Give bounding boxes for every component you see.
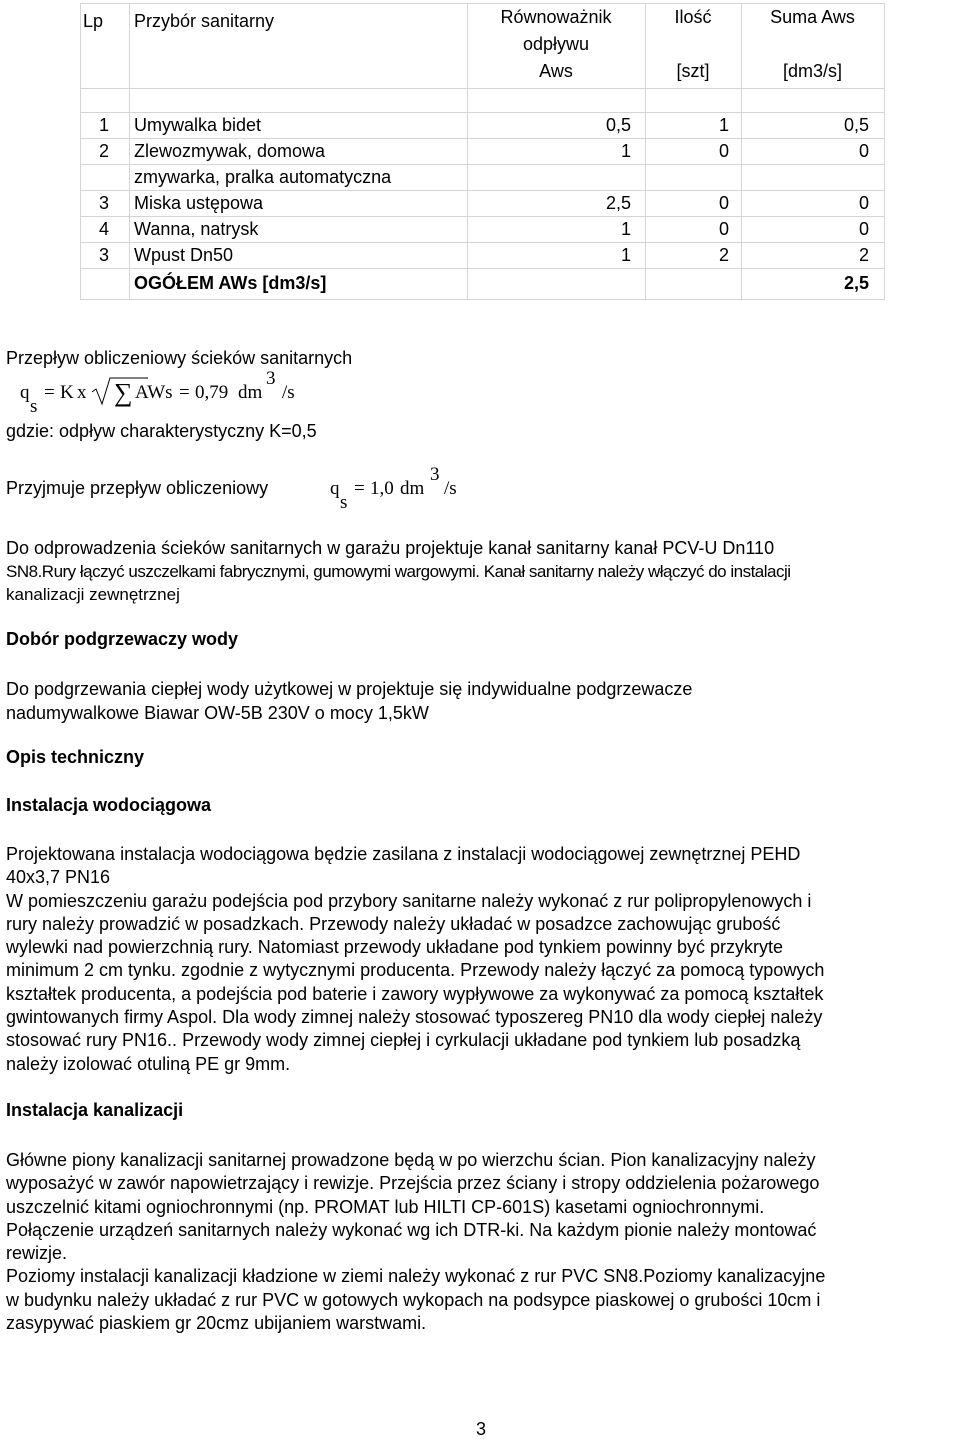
paragraph-sewer: Główne piony kanalizacji sanitarnej prowadzone będą w po wierzchu ścian. Pion kanalizacyjny należy wyposażyć w zawór napowietrzający i rewizje. Przejścia przez ściany i stropy oddzielenia pożarowego uszczelnić kitami ogniochronnymi (np. PROMAT lub HILTI CP-601S) kasetami ogniochronnymi. Połączenie urządzeń sanitarnych należy wykonać wg ich DTR-ki. Na każdym pionie należy montować rewizje. Poziomy instalacji kanalizacji kładzione w ziemi należy wykonać z rur PVC SN8.Poziomy kanalizacyjne w budynku należy układać z rur PVC w gotowych wykopach na podsypce piaskowej o grubości 10cm i zasypywać piaskiem gr 20cmz ubijaniem warstwami. xyxy=(6,1150,826,1334)
header-qty-1: Ilość xyxy=(674,7,712,27)
row-qty: 0 xyxy=(718,219,729,239)
paragraph-heaters: Do podgrzewania ciepłej wody użytkowej w projektuje się indywidualne podgrzewacze nadumywalkowe Biawar OW-5B 230V o mocy 1,5kW xyxy=(6,679,693,723)
row-aws: 1 xyxy=(620,245,631,265)
row-lp: 3 xyxy=(99,245,110,265)
row-qty: 0 xyxy=(718,193,729,213)
row-sum: 0 xyxy=(858,141,869,161)
header-equiv-3: Aws xyxy=(539,61,573,81)
row-name: Wpust Dn50 xyxy=(134,245,234,265)
paragraph-water: Projektowana instalacja wodociągowa będzie zasilana z instalacji wodociągowej zewnętrznej PEHD 40x3,7 PN16 W pomieszczeniu garażu podejścia pod przybory sanitarne należy wykonać z rur polipropylenowych i rury należy prowadzić w posadzkach. Przewody należy układać w posadzce zachowując grubość wylewki nad powierzchnią rury. Natomiast przewody układane pod tynkiem powinny być przykryte minimum 2 cm tynku. zgodnie z wytycznymi producenta. Przewody należy łączyć za pomocą typowych kształtek producenta, a podejścia pod baterie i zawory wypływowe za wykonywać za pomocą kształtek gwintowanych firmy Aspol. Dla wody zimnej należy stosować typoszereg PN10 dla wody ciepłej należy stosować rury PN16.. Przewody wody zimnej ciepłej i cyrkulacji układane pod tynkiem lub posadzką należy izolować otuliną PE gr 9mm. xyxy=(6,844,825,1074)
row-qty: 0 xyxy=(718,141,729,161)
header-sum-1: Suma Aws xyxy=(770,7,855,27)
row-sum: 0,5 xyxy=(843,115,869,135)
heading-heaters: Dobór podgrzewaczy wody xyxy=(6,629,239,649)
sigma-sign: ∑ xyxy=(114,378,133,407)
row-aws: 0,5 xyxy=(605,115,631,135)
header-qty-3: [szt] xyxy=(676,61,710,81)
heading-technical: Opis techniczny xyxy=(6,747,145,767)
row-name: Wanna, natrysk xyxy=(134,219,259,239)
row-lp: 3 xyxy=(99,193,110,213)
page-number: 3 xyxy=(476,1419,487,1439)
row-name: Zlewozmywak, domowa xyxy=(134,141,326,161)
row-aws: 2,5 xyxy=(605,193,631,213)
header-sum-3: [dm3/s] xyxy=(782,61,843,81)
row-sum: 2 xyxy=(858,245,869,265)
header-equiv-2: odpływu xyxy=(522,34,590,54)
heading-water: Instalacja wodociągowa xyxy=(6,795,212,815)
row-sum: 0 xyxy=(858,219,869,239)
calc-where: gdzie: odpływ charakterystyczny K=0,5 xyxy=(6,421,317,441)
header-lp: Lp xyxy=(83,11,104,31)
row-aws: 1 xyxy=(620,219,631,239)
paragraph-garage-sewer: Do odprowadzenia ścieków sanitarnych w garażu projektuje kanał sanitarny kanał PCV-U Dn110 SN8.Rury łączyć uszczelkami fabrycznymi, gumowymi wargowymi. Kanał sanitarny należy włączyć do instalacji kanalizacji zewnętrznej xyxy=(6,538,791,604)
formula-flow: q s = K x ∑ AWs = 0,79 dm 3 /s xyxy=(20,368,295,417)
formula-accepted: q s = 1,0 dm 3 /s xyxy=(330,464,457,513)
calc-heading: Przepływ obliczeniowy ścieków sanitarnych xyxy=(6,348,353,368)
heading-sewer: Instalacja kanalizacji xyxy=(6,1100,184,1120)
header-equiv-1: Równoważnik xyxy=(500,7,612,27)
row-name: Miska ustępowa xyxy=(134,193,264,213)
row-lp: 1 xyxy=(99,115,110,135)
accept-label: Przyjmuje przepływ obliczeniowy xyxy=(6,478,269,498)
row-name: zmywarka, pralka automatyczna xyxy=(134,167,392,187)
header-fixture: Przybór sanitarny xyxy=(134,11,275,31)
total-label: OGÓŁEM AWs [dm3/s] xyxy=(134,273,327,293)
row-qty: 1 xyxy=(718,115,729,135)
row-name: Umywalka bidet xyxy=(134,115,262,135)
total-value: 2,5 xyxy=(843,273,869,293)
row-qty: 2 xyxy=(718,245,729,265)
row-lp: 2 xyxy=(99,141,110,161)
fixtures-table xyxy=(80,3,885,300)
row-aws: 1 xyxy=(620,141,631,161)
row-lp: 4 xyxy=(99,219,110,239)
row-sum: 0 xyxy=(858,193,869,213)
